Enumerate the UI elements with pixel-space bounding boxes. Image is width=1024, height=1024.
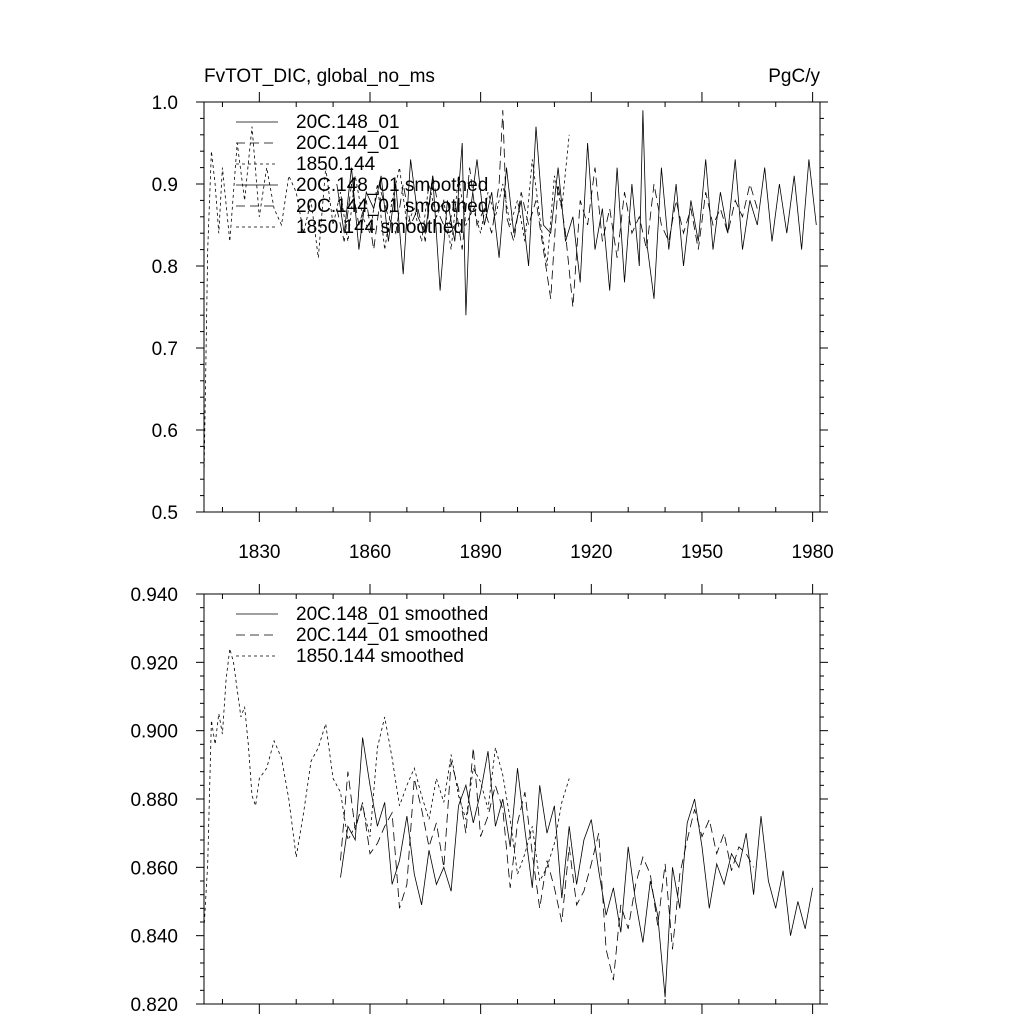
y-tick-label: 0.9	[151, 175, 178, 196]
top-panel-title: FvTOT_DIC, global_no_ms	[204, 66, 435, 87]
bottom-panel	[130, 584, 828, 1016]
x-tick-label: 1890	[459, 542, 502, 563]
y-tick-label: 0.6	[151, 421, 178, 442]
top-legend	[236, 112, 488, 238]
legend-label: 1850.144 smoothed	[296, 646, 464, 667]
top-panel-units: PgC/y	[768, 66, 820, 87]
y-tick-label: 0.860	[130, 858, 178, 880]
x-tick-label: 1920	[570, 542, 613, 563]
top-axis-ticks	[152, 92, 834, 563]
x-tick-label: 1830	[238, 542, 281, 563]
y-tick-label: 0.920	[130, 653, 178, 675]
y-tick-label: 0.840	[130, 926, 178, 948]
legend-label: 20C.144_01 smoothed	[296, 196, 489, 217]
y-tick-label: 0.900	[130, 721, 178, 743]
legend-label: 20C.148_01 smoothed	[296, 604, 489, 625]
legend-label: 1850.144	[296, 154, 376, 175]
top-panel	[152, 66, 834, 563]
bottom-legend	[236, 604, 488, 667]
y-tick-label: 0.5	[151, 503, 178, 524]
y-tick-label: 0.880	[130, 790, 178, 811]
legend-label: 20C.148_01	[296, 112, 400, 133]
y-tick-label: 1.0	[151, 93, 178, 114]
y-tick-label: 0.8	[151, 257, 178, 278]
legend-label: 20C.148_01 smoothed	[296, 175, 489, 196]
series-line-2	[204, 649, 569, 929]
legend-label: 20C.144_01	[296, 133, 400, 154]
y-tick-label: 0.940	[130, 585, 178, 606]
y-tick-label: 0.820	[130, 995, 178, 1016]
bottom-axis-ticks	[130, 584, 828, 1016]
legend-label: 20C.144_01 smoothed	[296, 625, 489, 646]
x-tick-label: 1980	[791, 542, 834, 563]
y-tick-label: 0.7	[151, 339, 178, 360]
legend-label: 1850.144 smoothed	[296, 217, 464, 238]
x-tick-label: 1860	[348, 542, 392, 563]
series-line-1	[341, 748, 754, 980]
x-tick-label: 1950	[680, 542, 724, 563]
bottom-series-group	[204, 649, 813, 998]
series-line-0	[341, 738, 813, 998]
